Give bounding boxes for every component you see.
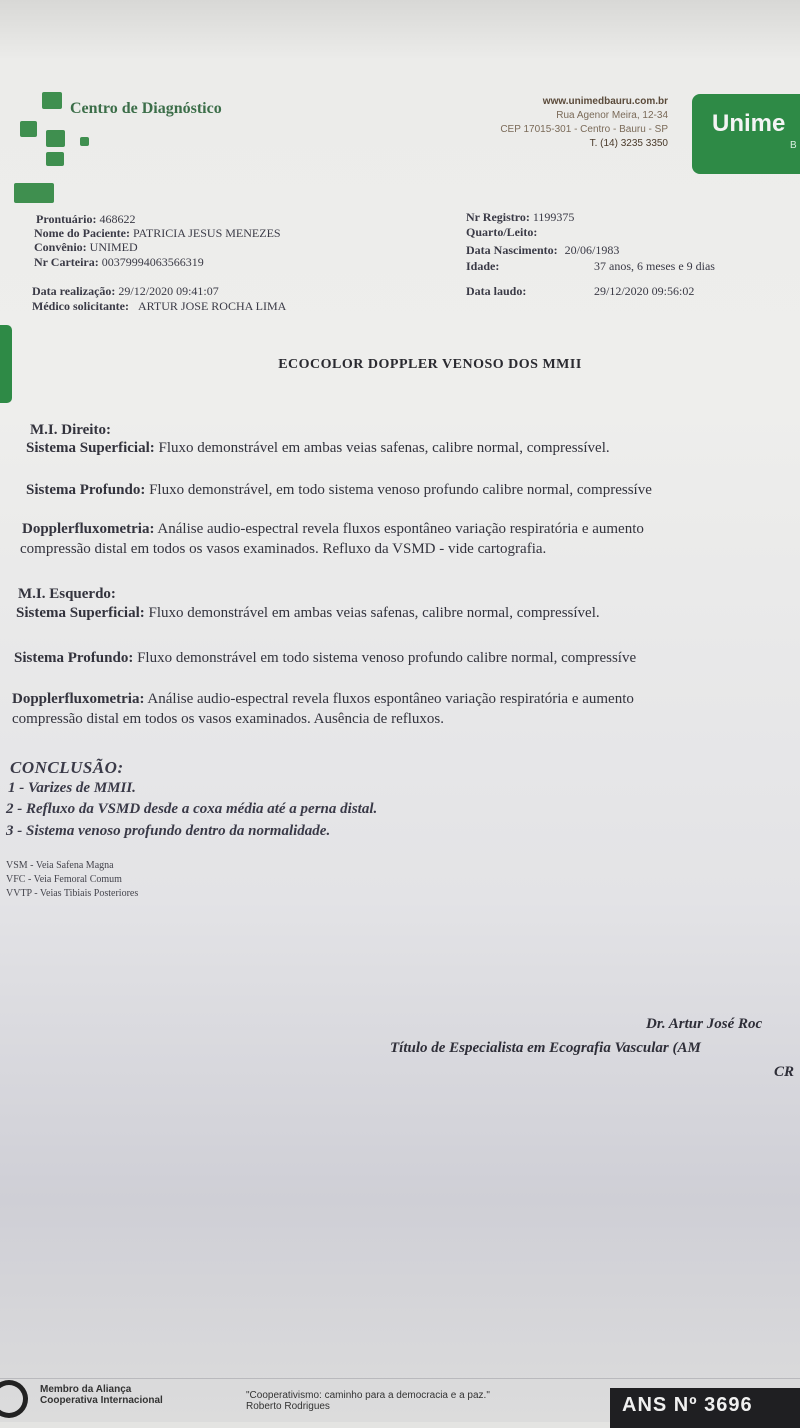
conclusion-heading: CONCLUSÃO:: [10, 758, 124, 777]
left-doppler-text-2: compressão distal em todos os vasos examinados. Ausência de refluxos.: [12, 711, 444, 727]
realizacao-row: [32, 284, 219, 299]
prontuario-label: Prontuário:: [36, 212, 97, 226]
website: www.unimedbauru.com.br: [542, 96, 668, 107]
patient-name-value: PATRICIA JESUS MENEZES: [132, 226, 281, 240]
footer-divider: [0, 1378, 800, 1379]
carteira-label: Nr Carteira:: [34, 255, 99, 269]
registro-label: Nr Registro:: [466, 210, 530, 224]
left-doppler-text-1: Análise audio-espectral revela fluxos espontâneo variação respiratória e aumento: [147, 691, 634, 707]
abbreviation-item: VFC - Veia Femoral Comum: [6, 874, 122, 885]
right-doppler-text-2: compressão distal em todos os vasos examinados. Refluxo da VSMD - vide cartografia.: [20, 541, 547, 557]
address-line-1: Rua Agenor Meira, 12-34: [556, 110, 668, 121]
nascimento-value: 20/06/1983: [564, 243, 620, 257]
convenio-row: [34, 240, 138, 255]
conclusion-item: 1 - Varizes de MMII.: [8, 780, 136, 796]
right-superficial-text: Fluxo demonstrável em ambas veias safenas, calibre normal, compressível.: [158, 440, 610, 456]
convenio-value: UNIMED: [89, 240, 138, 254]
left-profundo-label: Sistema Profundo:: [14, 650, 134, 666]
carteira-row: [34, 255, 204, 270]
laudo-label: Data laudo:: [466, 284, 527, 298]
abbreviation-item: VSM - Veia Safena Magna: [6, 860, 114, 871]
patient-name-row: [34, 226, 281, 241]
right-doppler-label: Dopplerfluxometria:: [22, 521, 155, 537]
laudo-value: 29/12/2020 09:56:02: [594, 284, 695, 298]
medico-value: ARTUR JOSE ROCHA LIMA: [137, 299, 287, 313]
convenio-label: Convênio:: [34, 240, 87, 254]
ans-number: ANS Nº 3696: [622, 1394, 753, 1416]
unimed-logo: [692, 94, 800, 174]
nascimento-label: Data Nascimento:: [466, 243, 558, 257]
nascimento-row: [466, 243, 619, 258]
prontuario-row: [36, 212, 135, 227]
laudo-row: [466, 284, 526, 299]
alliance-logo-icon: [0, 1380, 28, 1418]
left-profundo-text: Fluxo demonstrável em todo sistema venoso profundo calibre normal, compressíve: [137, 650, 637, 666]
alliance-text: [40, 1384, 163, 1406]
quote-author: Roberto Rodrigues: [246, 1401, 330, 1412]
realizacao-value: 29/12/2020 09:41:07: [118, 284, 219, 298]
medico-row: [32, 299, 286, 314]
right-profundo-label: Sistema Profundo:: [26, 482, 146, 498]
right-profundo-text: Fluxo demonstrável, em todo sistema venoso profundo calibre normal, compressíve: [149, 482, 652, 498]
quote-text: "Cooperativismo: caminho para a democracia e a paz.": [246, 1390, 490, 1401]
unimed-logo-sub: B: [790, 140, 797, 151]
signature-crm: CR: [774, 1064, 795, 1080]
brand-name: Centro de Diagnóstico: [70, 100, 222, 117]
left-profundo: [14, 650, 636, 667]
address-line-2: CEP 17015-301 - Centro - Bauru - SP: [500, 124, 668, 135]
right-profundo: [26, 482, 652, 499]
abbreviation-item: VVTP - Veias Tibiais Posteriores: [6, 888, 139, 899]
medico-label: Médico solicitante:: [32, 299, 129, 313]
idade-row: [466, 259, 499, 274]
left-leg-heading: M.I. Esquerdo:: [18, 586, 116, 602]
right-leg-heading: M.I. Direito:: [30, 422, 111, 438]
left-superficial: [16, 605, 600, 622]
carteira-value: 00379994063566319: [101, 255, 204, 269]
right-doppler: [22, 521, 644, 538]
right-doppler-text-1: Análise audio-espectral revela fluxos espontâneo variação respiratória e aumento: [157, 521, 644, 537]
quarto-row: [466, 225, 537, 240]
realizacao-label: Data realização:: [32, 284, 116, 298]
registro-row: [466, 210, 574, 225]
registro-value: 1199375: [532, 210, 575, 224]
left-superficial-label: Sistema Superficial:: [16, 605, 145, 621]
left-doppler-label: Dopplerfluxometria:: [12, 691, 145, 707]
alliance-line-1: Membro da Aliança: [40, 1384, 132, 1395]
left-superficial-text: Fluxo demonstrável em ambas veias safenas, calibre normal, compressível.: [148, 605, 600, 621]
exam-title: ECOCOLOR DOPPLER VENOSO DOS MMII: [278, 357, 582, 372]
conclusion-item: 3 - Sistema venoso profundo dentro da normalidade.: [6, 823, 331, 839]
ans-badge: [610, 1388, 800, 1428]
signature-name: Dr. Artur José Roc: [646, 1016, 763, 1032]
left-doppler: [12, 691, 634, 708]
patient-name-label: Nome do Paciente:: [34, 226, 130, 240]
footer-quote: [246, 1390, 490, 1412]
right-superficial-label: Sistema Superficial:: [26, 440, 155, 456]
idade-value: 37 anos, 6 meses e 9 dias: [594, 259, 715, 273]
alliance-line-2: Cooperativa Internacional: [40, 1395, 163, 1406]
unimed-logo-text: Unime: [712, 110, 786, 137]
signature-title: Título de Especialista em Ecografia Vascular (AM: [390, 1040, 701, 1056]
quarto-label: Quarto/Leito:: [466, 225, 538, 239]
prontuario-value: 468622: [99, 212, 136, 226]
right-superficial: [26, 440, 610, 457]
idade-label: Idade:: [466, 259, 500, 273]
phone: T. (14) 3235 3350: [589, 138, 668, 149]
conclusion-item: 2 - Refluxo da VSMD desde a coxa média até a perna distal.: [6, 801, 378, 817]
